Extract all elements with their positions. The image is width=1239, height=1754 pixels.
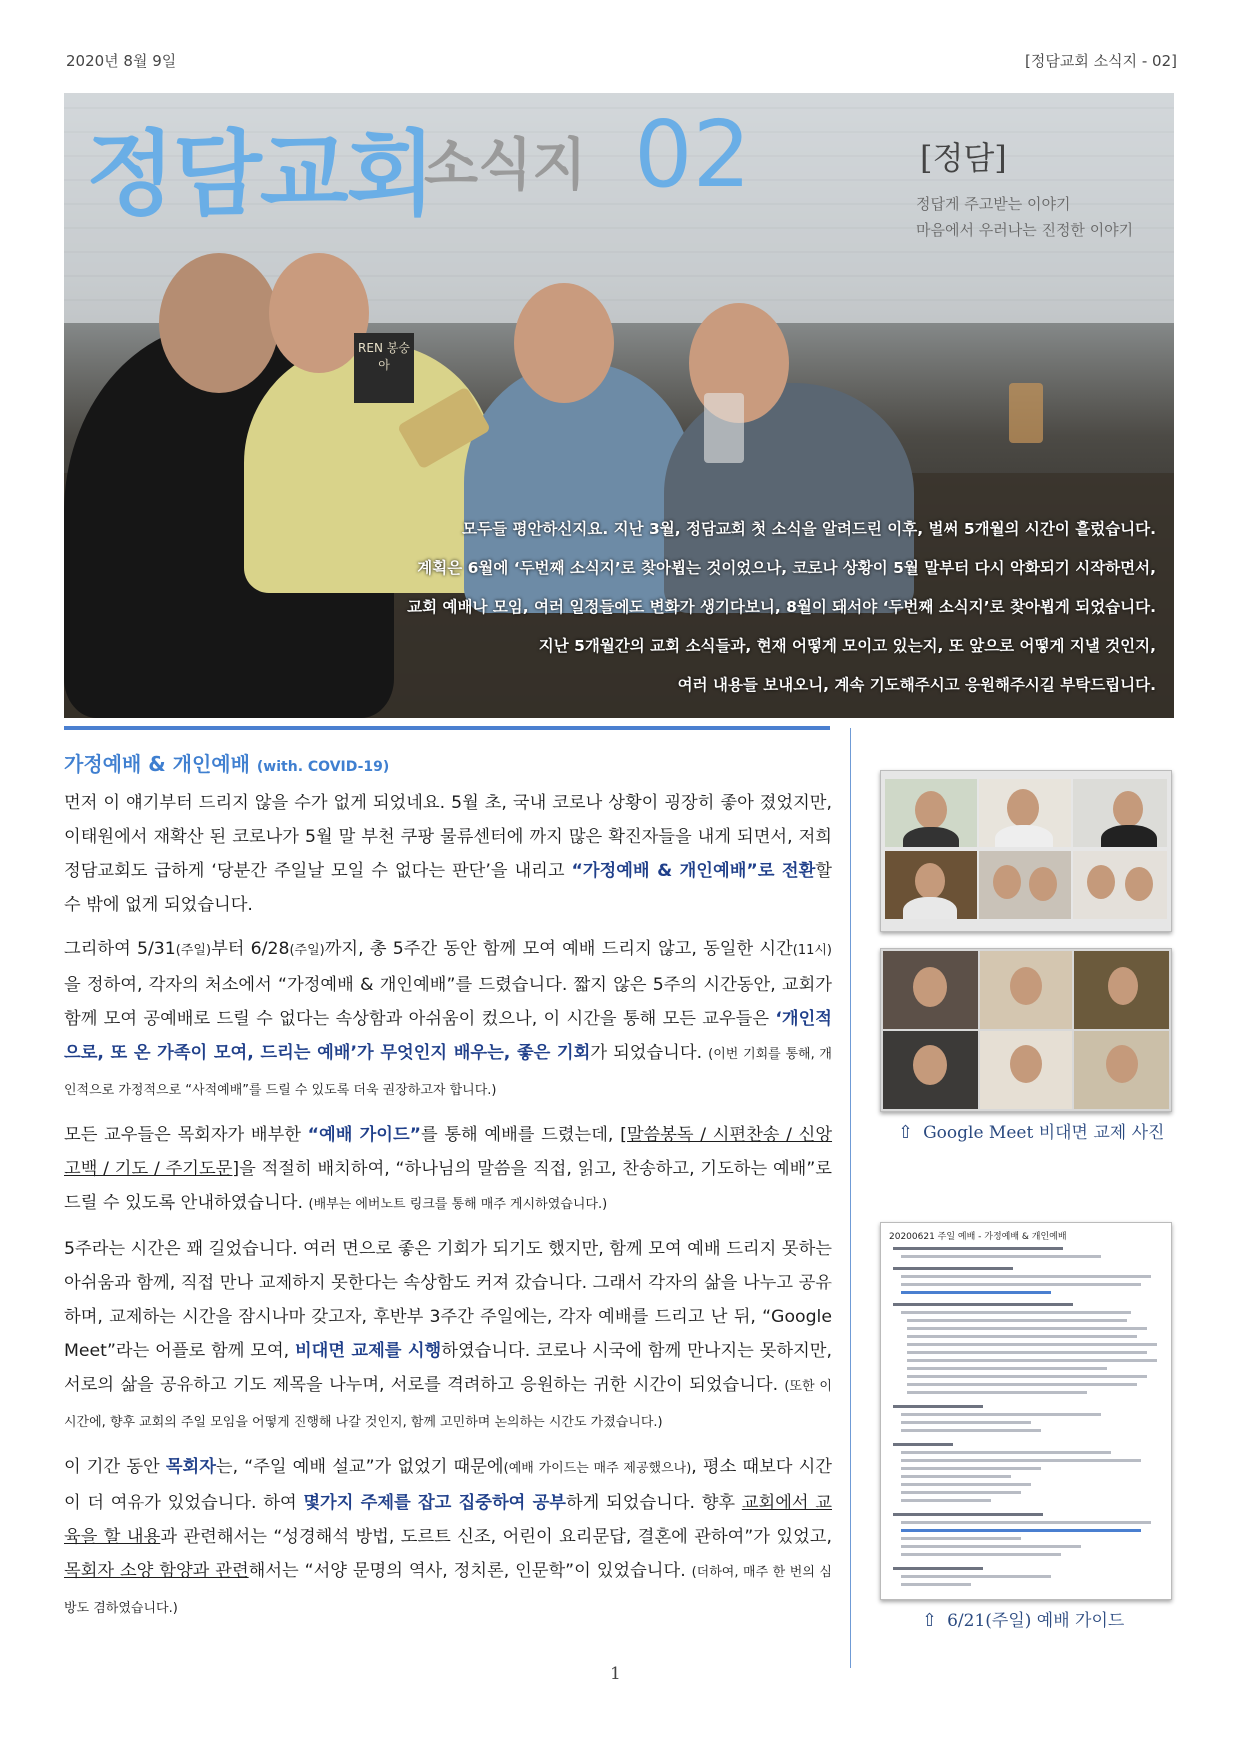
sign-board: REN 봉숭아 (354, 333, 414, 403)
text: 모든 교우들은 목회자가 배부한 (64, 1125, 308, 1145)
text: 과 관련해서는 “성경해석 방법, 도르트 신조, 어린이 요리문답, 결혼에 관하여”가 있었고, (160, 1527, 832, 1547)
google-meet-photo-1 (880, 770, 1172, 932)
hero-message (407, 510, 1156, 705)
video-tile (979, 779, 1071, 847)
text: 까지, 총 5주간 동안 함께 모여 예배 드리지 않고, 동일한 시간 (324, 939, 793, 959)
paragraph-2 (64, 932, 832, 1108)
video-tile (885, 851, 977, 919)
paragraph-4 (64, 1232, 832, 1440)
video-tile (1074, 951, 1169, 1029)
caption-guide (922, 1606, 1124, 1631)
header-publication: [정담교회 소식지 - 02] (1025, 52, 1177, 70)
video-tile (885, 779, 977, 847)
note: (더하여, 매주 한 번의 심방도 겸하였습니다.) (64, 1565, 832, 1616)
note: (또한 이 시간에, 향후 교회의 주일 모임을 어떻게 진행해 나갈 것인지, 함께 고민하며 논의하는 시간도 가졌습니다.) (64, 1379, 832, 1430)
video-tile (980, 951, 1072, 1029)
page-number: 1 (610, 1664, 621, 1684)
hero-photo (64, 93, 1174, 718)
caption-text: Google Meet 비대면 교제 사진 (923, 1123, 1165, 1143)
note: (주일) (289, 943, 325, 958)
hero-message-line: 여러 내용들 보내오니, 계속 기도해주시고 응원해주시길 부탁드립니다. (677, 676, 1156, 694)
highlight-text: “예배 가이드” (307, 1125, 422, 1145)
text: 가 되었습니다. (590, 1043, 709, 1063)
text: 먼저 이 얘기부터 드리지 않을 수가 없게 되었네요. 5월 초, 국내 코로나 상황이 굉장히 좋아 졌었지만, 이태원에서 재확산 된 코로나가 5월 말 부천 쿠팡 물류센터에 까지 많은 확진자들을 내게 되면서, 저희 정담교회도 급하게 ‘당분간 주일날 모일 수 없다는 판단’을 내리고 (64, 793, 832, 881)
hero-message-line: 지난 5개월간의 교회 소식들과, 현재 어떻게 모이고 있는지, 또 앞으로 어떻게 지낼 것인지, (538, 637, 1156, 655)
up-arrow-icon: ⇧ (922, 1610, 938, 1631)
video-tile (883, 1031, 978, 1109)
cup-left (704, 393, 744, 463)
note: (예배 가이드는 매주 제공했으나) (503, 1461, 692, 1476)
text: 해서는 “서양 문명의 역사, 정치론, 인문학”이 있었습니다. (248, 1561, 692, 1581)
hero-title-main: 정담교회 (86, 121, 434, 228)
hero-message-line: 교회 예배나 모임, 여러 일정들에도 변화가 생기다보니, 8월이 돼서야 ‘두번째 소식지’로 찾아뵙게 되었습니다. (407, 598, 1156, 616)
hero-message-line: 모두들 평안하신지요. 지난 3월, 정담교회 첫 소식을 알려드린 이후, 벌써 5개월의 시간이 흘렀습니다. (462, 520, 1156, 538)
note: (배부는 에버노트 링크를 통해 매주 게시하였습니다.) (308, 1197, 608, 1212)
section-title-text: 가정예배 & 개인예배 (64, 752, 250, 776)
highlight-text: 몇가지 주제를 잡고 집중하여 공부 (303, 1493, 566, 1513)
section-divider (64, 726, 830, 730)
hero-title-sub: 소식지 (424, 133, 587, 198)
highlight-text: “가정예배 & 개인예배”로 전환 (571, 861, 816, 881)
text: 부터 6/28 (211, 939, 290, 959)
paragraph-1 (64, 786, 832, 922)
person-left-head (159, 253, 279, 393)
caption-meet (898, 1118, 1164, 1143)
text: 를 통해 예배를 드렸는데, (421, 1125, 621, 1145)
note: (11시) (792, 943, 832, 958)
header-date: 2020년 8월 9일 (66, 52, 177, 70)
video-tile (1073, 851, 1167, 919)
text: , 평소 때보다 시간이 더 여유가 있었습니다. 하여 (64, 1457, 832, 1513)
google-meet-photo-2 (880, 948, 1172, 1112)
underlined-text: 목회자 소양 함양과 관련 (64, 1561, 249, 1581)
section-title (64, 748, 389, 777)
hero-message-line: 계획은 6월에 ‘두번째 소식지’로 찾아뵙는 것이었으나, 코로나 상황이 5월 말부터 다시 악화되기 시작하면서, (417, 559, 1156, 577)
text: 을 정하여, 각자의 처소에서 “가정예배 & 개인예배”를 드렸습니다. 짧지 않은 5주의 시간동안, 교회가 함께 모여 공예배로 드릴 수 없다는 속상함과 아쉬움이 컸으나, 이 시간을 통해 모든 교우들은 (64, 975, 832, 1029)
text: 하였습니다. 코로나 시국에 함께 만나지는 못하지만, 서로의 삶을 공유하고 기도 제목을 나누며, 서로를 격려하고 응원하는 귀한 시간이 되었습니다. (64, 1341, 832, 1395)
article-body (64, 786, 832, 1636)
text: 는, “주일 예배 설교”가 없었기 때문에 (215, 1457, 504, 1477)
note: (이번 기회를 통해, 개인적으로 가정적으로 “사적예배”를 드릴 수 있도록 더욱 권장하고자 합니다.) (64, 1047, 832, 1098)
video-tile (1073, 779, 1167, 847)
text: 할 수 밖에 없게 되었습니다. (64, 861, 832, 915)
hero-tagline-1: 정답게 주고받는 이야기 (916, 195, 1071, 213)
guide-doc-title: 20200621 주일 예배 - 가정예배 & 개인예배 (889, 1232, 1067, 1242)
column-divider (850, 728, 851, 1668)
text: 하게 되었습니다. 향후 (565, 1493, 742, 1513)
hero-tagline-2: 마음에서 우러나는 진정한 이야기 (916, 221, 1134, 239)
paragraph-5 (64, 1450, 832, 1626)
underlined-text: [말씀봉독 / 시편찬송 / 신앙고백 / 기도 / 주기도문] (64, 1125, 833, 1179)
text: 이 기간 동안 (64, 1457, 166, 1477)
worship-guide-document (880, 1222, 1172, 1600)
cup-right (1009, 383, 1043, 443)
text: 5주라는 시간은 꽤 길었습니다. 여러 면으로 좋은 기회가 되기도 했지만, 함께 모여 예배 드리지 못하는 아쉬움과 함께, 직접 만나 교제하지 못한다는 속상함도 커져 갔습니다. 그래서 각자의 삶을 나누고 공유하며, 교제하는 시간을 잠시나마 갖고자, 후반부 3주간 주일에는, 각자 예배를 드리고 난 뒤, “Google Meet”라는 어플로 함께 모여, (64, 1239, 832, 1361)
hero-logo: [정담] (920, 139, 1007, 177)
section-title-note: (with. COVID-19) (256, 759, 390, 775)
hero-title-number: 02 (634, 101, 752, 208)
video-tile (980, 1031, 1072, 1109)
note: (주일) (175, 943, 212, 958)
text: 을 적절히 배치하여, “하나님의 말씀을 직접, 읽고, 찬송하고, 기도하는 예배”로 드릴 수 있도록 안내하였습니다. (64, 1159, 832, 1213)
highlight-text: 목회자 (165, 1457, 216, 1477)
up-arrow-icon: ⇧ (898, 1122, 914, 1143)
highlight-text: ‘개인적으로, 또 온 가족이 모여, 드리는 예배’가 무엇인지 배우는, 좋은 기회 (64, 1009, 832, 1063)
highlight-text: 비대면 교제를 시행 (294, 1341, 442, 1361)
underlined-text: 교회에서 교육을 할 내용 (64, 1493, 833, 1547)
video-tile (979, 851, 1071, 919)
text: 그리하여 5/31 (64, 939, 176, 959)
video-tile (1074, 1031, 1169, 1109)
video-tile (883, 951, 978, 1029)
paragraph-3 (64, 1118, 832, 1222)
person-blue-head (514, 283, 614, 403)
caption-text: 6/21(주일) 예배 가이드 (947, 1611, 1125, 1631)
